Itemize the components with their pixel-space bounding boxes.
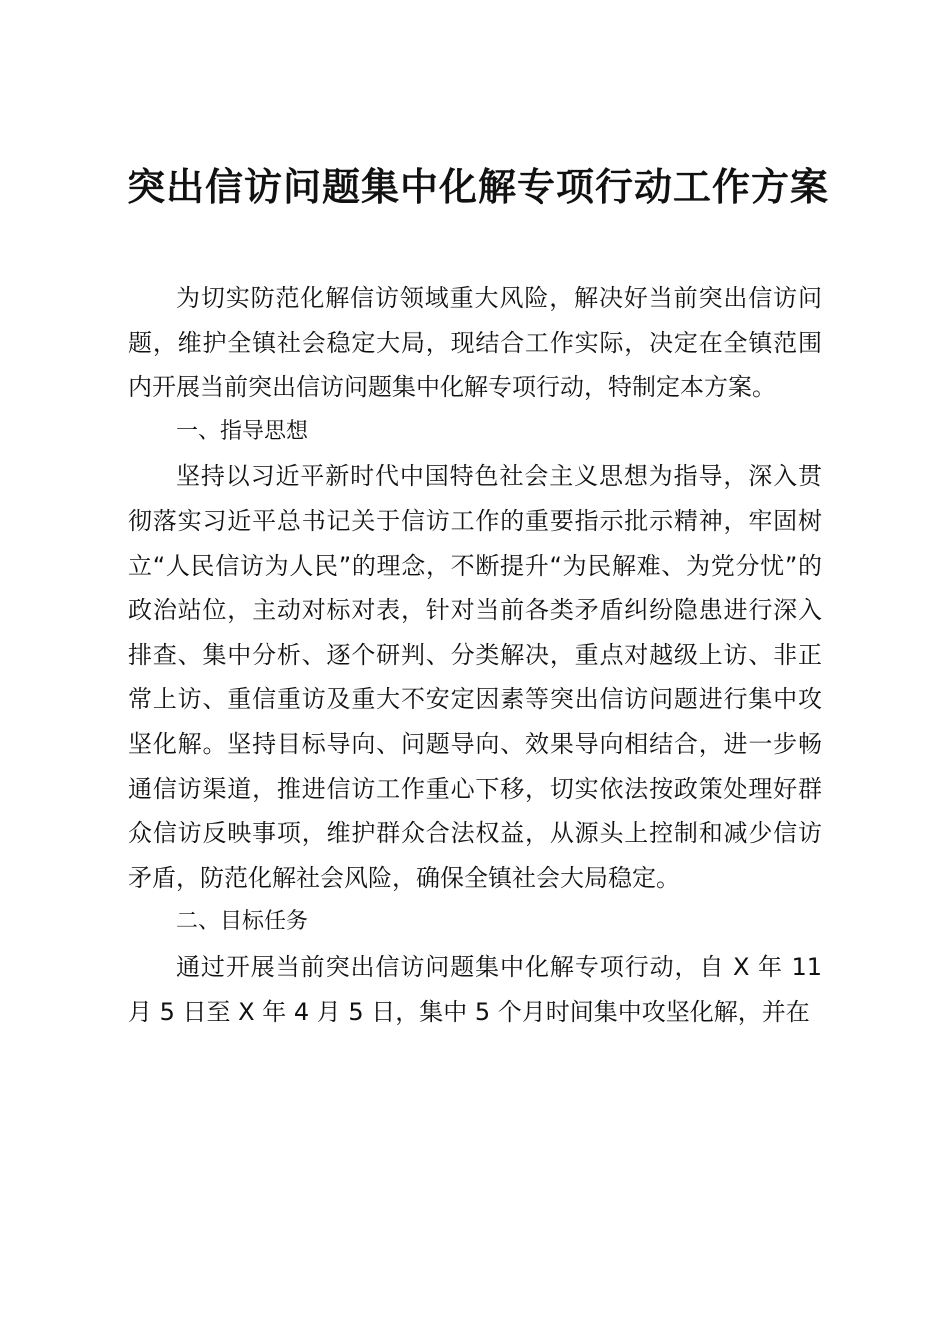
section-heading-goals-tasks: 二、目标任务: [176, 909, 309, 935]
goals-tasks-paragraph: 通过开展当前突出信访问题集中化解专项行动，自 X 年 11 月 5 日至 X 年 4 月 5 日，集中 5 个月时间集中攻坚化解，并在: [128, 952, 822, 1026]
document-body: [128, 276, 822, 1034]
document-title: 突出信访问题集中化解专项行动工作方案: [126, 164, 829, 209]
section-heading-guiding-thought: 一、指导思想: [176, 418, 309, 444]
guiding-thought-paragraph: 坚持以习近平新时代中国特色社会主义思想为指导，深入贯彻落实习近平总书记关于信访工作的重要指示批示精神，牢固树立“人民信访为人民”的理念，不断提升“为民解难、为党分忧”的政治站位，主动对标对表，针对当前各类矛盾纠纷隐患进行深入排查、集中分析、逐个研判、分类解决，重点对越级上访、非正常上访、重信重访及重大不安定因素等突出信访问题进行集中攻坚化解。坚持目标导向、问题导向、效果导向相结合，进一步畅通信访渠道，推进信访工作重心下移，切实依法按政策处理好群众信访反映事项，维护群众合法权益，从源头上控制和减少信访矛盾，防范化解社会风险，确保全镇社会大局稳定。: [128, 462, 822, 892]
intro-paragraph: 为切实防范化解信访领域重大风险，解决好当前突出信访问题，维护全镇社会稳定大局，现结合工作实际，决定在全镇范围内开展当前突出信访问题集中化解专项行动，特制定本方案。: [128, 284, 822, 402]
